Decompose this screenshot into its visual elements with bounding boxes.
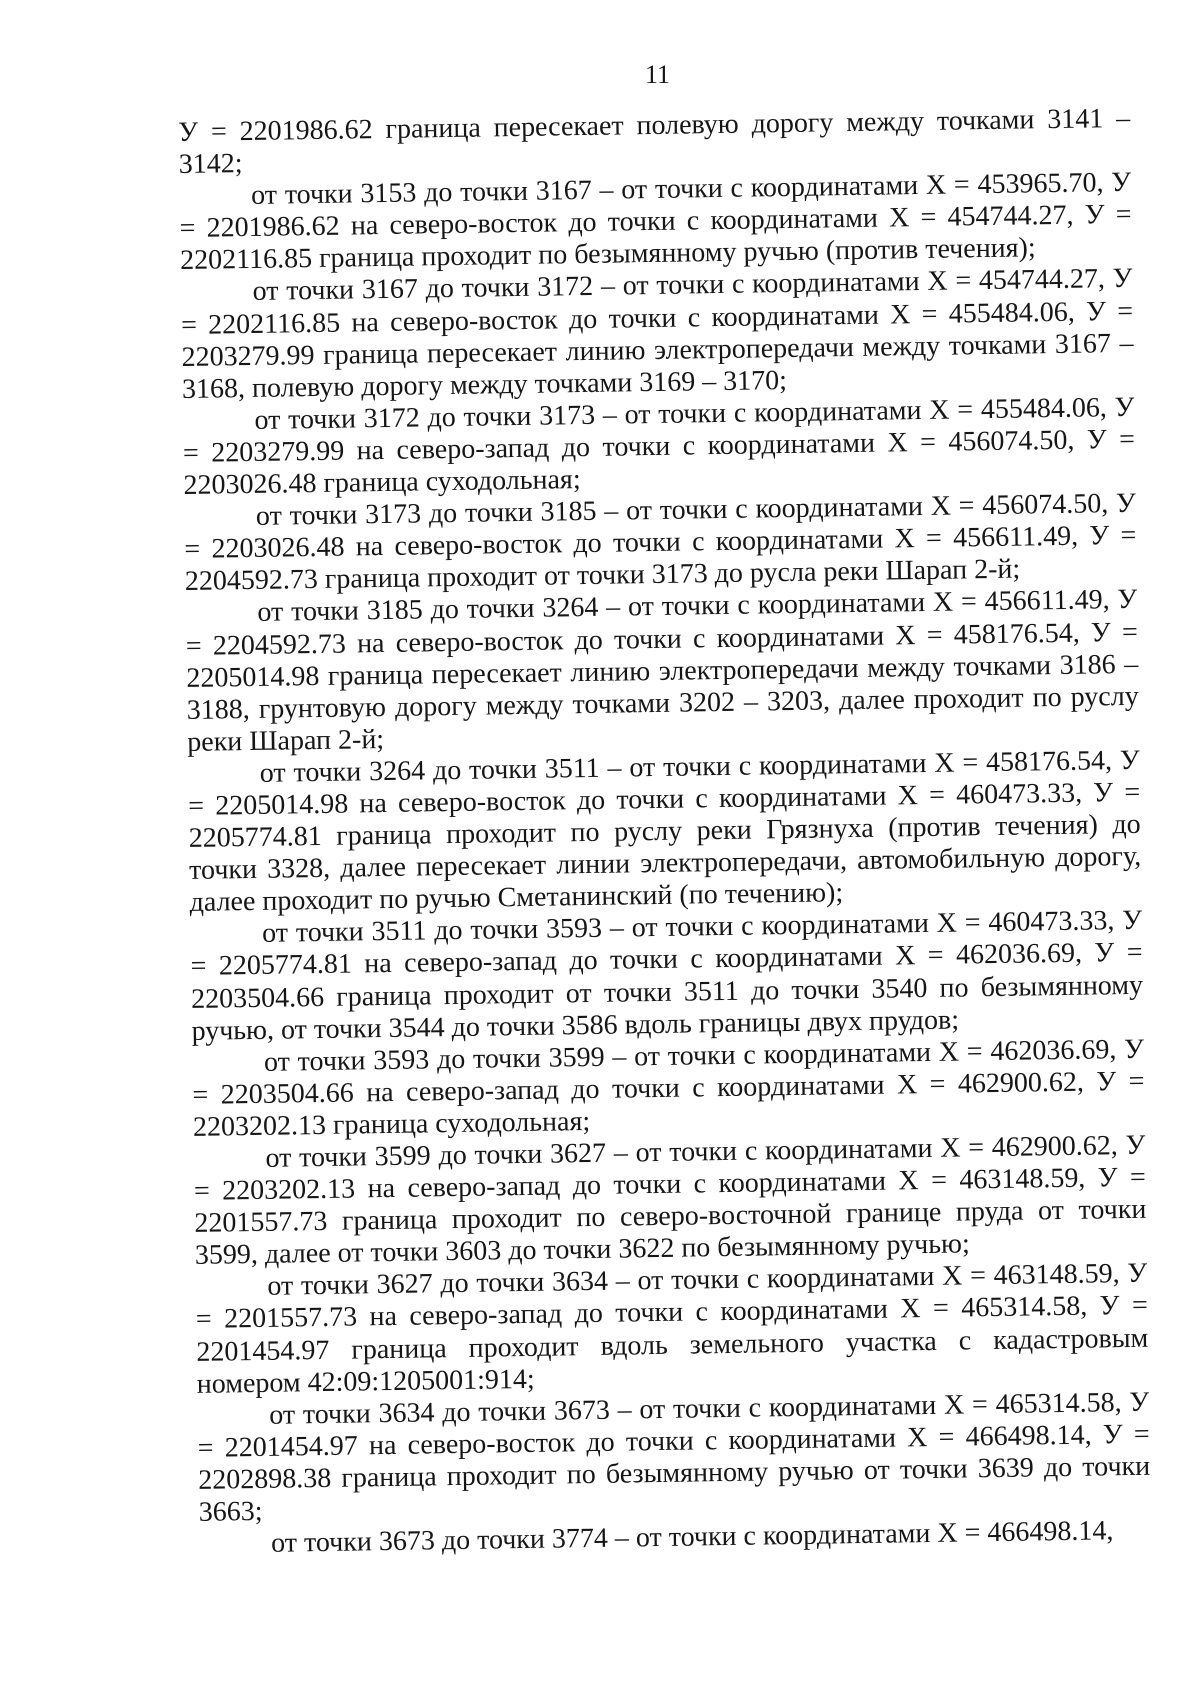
paragraph: от точки 3627 до точки 3634 – от точки с координатами Х = 463148.59, У = 2201557.73 на северо-запад до точки с координатами Х = 465314.58, У = 2201454.97 граница проходит вдоль земельного участка с кадастровым номером 42:09:1205001:914; — [195, 1258, 1149, 1400]
paragraph: от точки 3599 до точки 3627 – от точки с координатами Х = 462900.62, У = 2203202.13 на северо-запад до точки с координатами Х = 463148.59, У = 2201557.73 граница проходит по северо-восточной границе пруда от точки 3599, далее от точки 3603 до точки 3622 по безымянному ручью; — [193, 1129, 1147, 1272]
paragraph: от точки 3634 до точки 3673 – от точки с координатами Х = 465314.58, У = 2201454.97 на северо-восток до точки с координатами Х = 466498.14, У = 2202898.38 граница проходит по безымянному ручью от точки 3639 до точки 3663; — [197, 1386, 1151, 1528]
paragraph: от точки 3185 до точки 3264 – от точки с координатами Х = 456611.49, У = 2204592.73 на северо-восток до точки с координатами Х = 458176.54, У = 2205014.98 граница пересекает линию электропередачи между точками 3186 – 3188, грунтовую дорогу между точками 3202 – 3203, далее проходит по руслу реки Шарап 2-й; — [185, 584, 1139, 758]
paragraph: от точки 3172 до точки 3173 – от точки с координатами Х = 455484.06, У = 2203279.99 на северо-запад до точки с координатами Х = 456074.50, У = 2203026.48 граница суходольная; — [182, 391, 1136, 501]
paragraph: У = 2201986.62 граница пересекает полевую дорогу между точками 3141 – 3142; — [178, 102, 1131, 181]
paragraph: от точки 3673 до точки 3774 – от точки с координатами Х = 466498.14, — [270, 1515, 1114, 1559]
paragraph: от точки 3593 до точки 3599 – от точки с координатами Х = 462036.69, У = 2203504.66 на северо-запад до точки с координатами Х = 462900.62, У = 2203202.13 граница суходольная; — [192, 1033, 1145, 1143]
paragraph: от точки 3264 до точки 3511 – от точки с координатами Х = 458176.54, У = 2205014.98 на северо-восток до точки с координатами Х = 460473.33, У = 2205774.81 граница проходит по руслу реки Грязнуха (против течения) до точки 3328, далее пересекает линии электропередачи, автомобильную дорогу, далее проходит по ручью Сметанинский (по течению); — [187, 744, 1142, 919]
paragraph: от точки 3167 до точки 3172 – от точки с координатами Х = 454744.27, У = 2202116.85 на северо-восток до точки с координатами Х = 455484.06, У = 2203279.99 граница пересекает линию электропередачи между точками 3167 – 3168, полевую дорогу между точками 3169 – 3170; — [180, 263, 1134, 405]
paragraph: от точки 3511 до точки 3593 – от точки с координатами Х = 460473.33, У = 2205774.81 на северо-запад до точки с координатами Х = 462036.69, У = 2203504.66 граница проходит от точки 3511 до точки 3540 по безымянному ручью, от точки 3544 до точки 3586 вдоль границы двух прудов; — [190, 905, 1144, 1047]
page-number: 11 — [644, 60, 671, 89]
paragraph: от точки 3153 до точки 3167 – от точки с координатами Х = 453965.70, У = 2201986.62 на северо-восток до точки с координатами Х = 454744.27, У = 2202116.85 граница проходит по безымянному ручью (против течения); — [179, 167, 1132, 277]
paragraph: от точки 3173 до точки 3185 – от точки с координатами Х = 456074.50, У = 2203026.48 на северо-восток до точки с координатами Х = 456611.49, У = 2204592.73 граница проходит от точки 3173 до русла реки Шарап 2-й; — [184, 487, 1137, 598]
document-body — [178, 103, 1151, 1561]
